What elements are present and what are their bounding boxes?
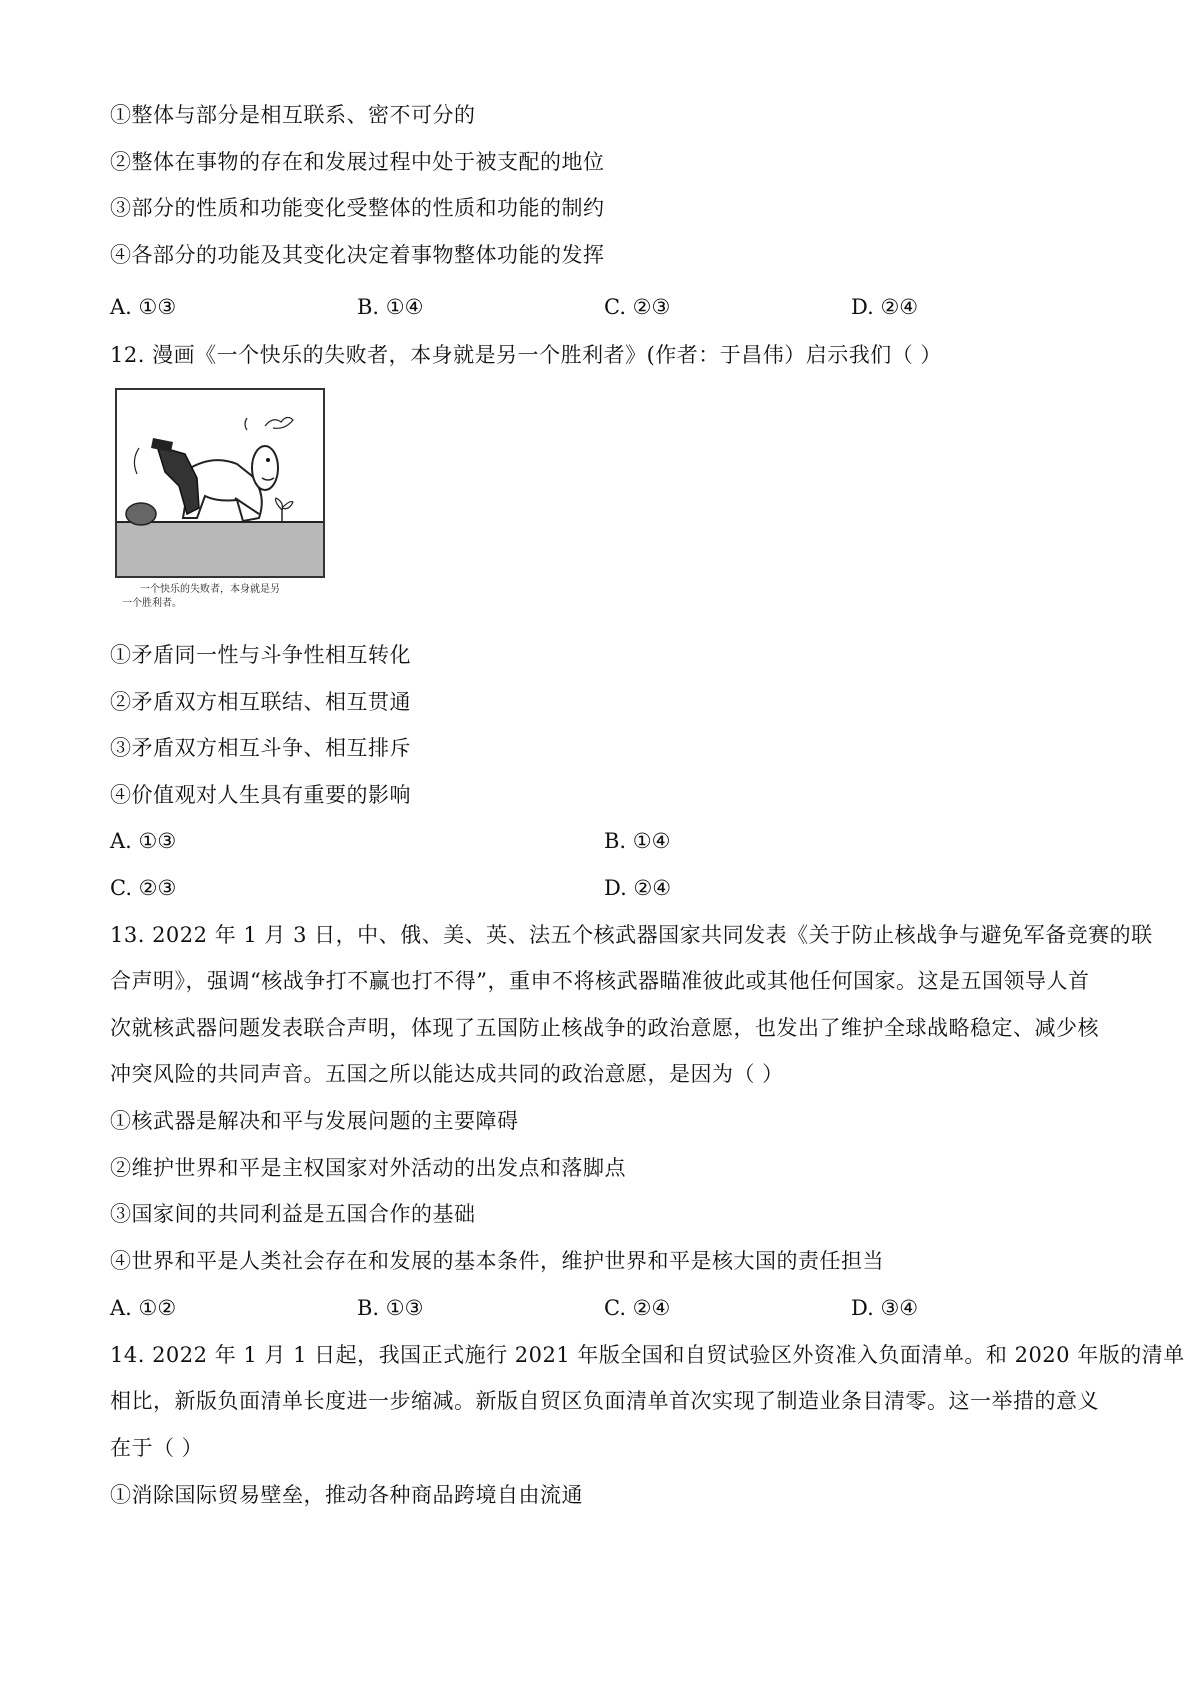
q13-option-d: D. ③④ <box>851 1296 919 1320</box>
q13-stem-line-1: 13. 2022 年 1 月 3 日，中、俄、美、英、法五个核武器国家共同发表《关于防止核战争与避免军备竞赛的联 <box>110 923 1153 947</box>
q14-stem-line-2: 相比，新版负面清单长度进一步缩减。新版自贸区负面清单首次实现了制造业条目清零。这一举措的意义 <box>110 1389 1099 1413</box>
q13-option-c: C. ②④ <box>604 1296 671 1320</box>
q11-option-d: D. ②④ <box>851 295 919 319</box>
q13-option-b: B. ①③ <box>357 1296 424 1320</box>
q14-stem-line-3: 在于（ ） <box>110 1436 204 1460</box>
cartoon-drawing <box>117 390 323 576</box>
q12-cartoon-caption-1: 一个快乐的失败者，本身就是另 <box>140 584 280 595</box>
q13-stem-line-4: 冲突风险的共同声音。五国之所以能达成共同的政治意愿，是因为（ ） <box>110 1062 784 1086</box>
q13-stem-line-2: 合声明》，强调“核战争打不赢也打不得”，重申不将核武器瞄准彼此或其他任何国家。这是五国领导人首 <box>110 969 1090 993</box>
q11-option-b: B. ①④ <box>357 295 424 319</box>
q12-item-2: ②矛盾双方相互联结、相互贯通 <box>110 690 411 714</box>
q12-item-4: ④价值观对人生具有重要的影响 <box>110 783 411 807</box>
q13-item-2: ②维护世界和平是主权国家对外活动的出发点和落脚点 <box>110 1156 626 1180</box>
q13-item-1: ①核武器是解决和平与发展问题的主要障碍 <box>110 1109 519 1133</box>
q13-option-a: A. ①② <box>110 1296 177 1320</box>
q14-item-1: ①消除国际贸易壁垒，推动各种商品跨境自由流通 <box>110 1483 583 1507</box>
q12-option-d: D. ②④ <box>604 876 672 900</box>
q11-item-4: ④各部分的功能及其变化决定着事物整体功能的发挥 <box>110 243 605 267</box>
q13-item-3: ③国家间的共同利益是五国合作的基础 <box>110 1202 476 1226</box>
q12-option-b: B. ①④ <box>604 829 671 853</box>
q11-item-1: ①整体与部分是相互联系、密不可分的 <box>110 103 476 127</box>
q12-cartoon-caption-2: 一个胜利者。 <box>122 598 182 609</box>
q12-item-3: ③矛盾双方相互斗争、相互排斥 <box>110 736 411 760</box>
q12-option-a: A. ①③ <box>110 829 177 853</box>
q14-stem-line-1: 14. 2022 年 1 月 1 日起，我国正式施行 2021 年版全国和自贸试验区外资准入负面清单。和 2020 年版的清单 <box>110 1343 1185 1367</box>
q13-stem-line-3: 次就核武器问题发表联合声明，体现了五国防止核战争的政治意愿，也发出了维护全球战略稳定、减少核 <box>110 1016 1099 1040</box>
q12-item-1: ①矛盾同一性与斗争性相互转化 <box>110 643 411 667</box>
q12-stem: 12. 漫画《一个快乐的失败者，本身就是另一个胜利者》(作者：于昌伟）启示我们（ ） <box>110 343 942 367</box>
q11-option-a: A. ①③ <box>110 295 177 319</box>
q11-item-3: ③部分的性质和功能变化受整体的性质和功能的制约 <box>110 196 605 220</box>
q13-item-4: ④世界和平是人类社会存在和发展的基本条件，维护世界和平是核大国的责任担当 <box>110 1249 884 1273</box>
q12-cartoon-image <box>115 388 325 578</box>
q11-item-2: ②整体在事物的存在和发展过程中处于被支配的地位 <box>110 150 605 174</box>
q12-option-c: C. ②③ <box>110 876 177 900</box>
q11-option-c: C. ②③ <box>604 295 671 319</box>
